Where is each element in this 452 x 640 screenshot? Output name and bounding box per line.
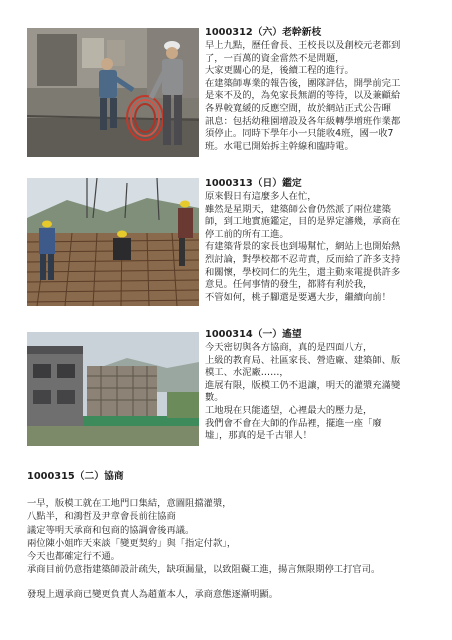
entry-line: 承商目前仍意指建築師設計疏失，缺項漏量，以致阻礙工進，揚言無限期停工打官司。 [27,564,381,576]
closing-note: 發現上週承商已變更負責人為趙董本人，承商意態逐漸明顯。 [27,589,279,601]
entry-line: 工地現在只能遙望，心裡最大的壓力是， [205,404,373,416]
entry-line: 雖然是星期天，建築師公會仍然派了兩位建築 [205,203,391,215]
entry-line: 模工、水泥廠……， [205,367,289,379]
entry-line: 是來不及的，為免家長無謂的等待，以及兼顧給 [205,90,401,102]
entry-line: 原來假日有這麼多人在忙， [205,191,317,202]
entry-line: 進展有限，版模工仍不退讓，明天的灌漿充滿變 [205,379,401,391]
entry-line: 師，到工地實施鑑定，目的是界定瀋幾，承商在 [205,216,401,228]
photo-rebar-inspection [27,178,199,306]
entry-line: 須停止。同時下學年小一只能收4班，國一收7 [205,128,394,140]
entry-line: 大家更關心的是，後續工程的進行。 [205,65,354,77]
entry-line: 各界較寬緩的反應空間，故於網站正式公告暉 [205,102,391,114]
entry-line: 上級的教育局、社區家長、營造廠、建築師、版 [205,354,401,366]
entry-line: 一早，版模工就在工地門口集結，意圖阻擋灌漿， [27,498,232,510]
entry-line: 了，一百萬的資金當然不是問題， [205,52,345,64]
entry-line: 今天也都確定行不通。 [27,551,120,563]
photo-workers-wiring [27,28,199,157]
entry-line: 早上九點，歷任會長、王校長以及創校元老都到 [205,40,401,51]
entry-0312 [205,26,433,153]
entry-line: 有建築背景的家長也到場幫忙，網站上也開始熱 [205,241,401,253]
entry-0315 [27,470,437,602]
entry-title: 1000315（二）協商 [27,471,124,482]
entry-line: 和關懷，學校同仁的先生，還主動來電提供許多 [205,266,401,278]
entry-line: 墟」，那真的是千古罪人！ [205,430,312,442]
entry-line: 八點半，和鴻哲及尹章會長前往協商 [27,511,176,523]
entry-title: 1000313（日）鑑定 [205,178,302,189]
entry-0314 [205,328,433,443]
entry-line: 在建築師專業的報告後，團隊評估，開學前完工 [205,77,401,89]
entry-line: 今天密切與各方協商，真的是四面八方， [205,342,373,353]
entry-line: 訊息：包括幼稚園增設及各年級轉學增班作業都 [205,115,401,127]
entry-line: 不管如何，桃子腳還是要邁大步，繼續向前！ [205,291,391,303]
entry-title: 1000312（六）老幹新枝 [205,27,322,38]
entry-line: 議定等明天承商和包商的協調會後再議。 [27,524,195,536]
entry-line: 兩位陳小姐昨天來談「變更契約」與「指定付款」， [27,537,237,549]
entry-line: 我們會不會在大師的作品裡，擺進一座「廢 [205,417,382,429]
entry-line: 意見。任何事情的發生，都將有利於我， [205,279,373,291]
entry-title: 1000314（一）遙望 [205,329,302,340]
photo-building-distant [27,332,199,446]
entry-line: 烈討論，對學校都不忍苛責，反而給了許多支持 [205,253,401,265]
entry-line: 班。水電已開始拆主幹線和臨時電。 [205,140,354,152]
entry-line: 停工前的所有工進。 [205,228,289,240]
entry-line: 數。 [205,392,224,404]
entry-0313 [205,177,433,304]
